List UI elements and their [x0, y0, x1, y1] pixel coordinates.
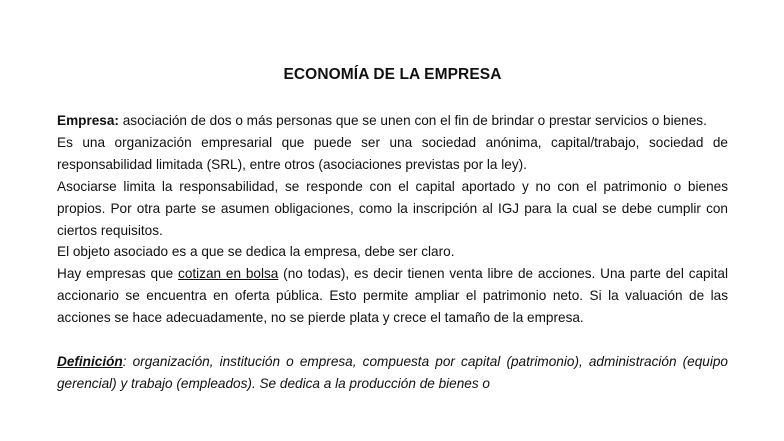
- paragraph-bolsa-before: Hay empresas que: [57, 266, 179, 282]
- link-cotizan-en-bolsa: cotizan en bolsa: [178, 266, 279, 282]
- document-body: [57, 110, 728, 395]
- paragraph-empresa-text: asociación de dos o más personas que se unen con el fin de brindar o prestar servicios o bienes.: [118, 113, 707, 128]
- term-definicion: Definición: [57, 353, 123, 369]
- paragraph-bolsa: [57, 263, 728, 329]
- document-title: ECONOMÍA DE LA EMPRESA: [283, 66, 502, 83]
- paragraph-responsabilidad: Asociarse limita la responsabilidad, se responde con el capital aportado y no con el patrimonio o bienes propios. Por otra parte se asumen obligaciones, como la inscripción al IGJ para la cual se debe cumplir con ciertos requisitos.: [57, 178, 728, 238]
- paragraph-bolsa-after: (no todas), es decir tienen venta libre de acciones. Una parte del capital accionario se encuentra en oferta pública. Esto permite ampliar el patrimonio neto. Si la valuación de las acciones se hace adecuadamente, no se pierde plata y crece el tamaño de la empresa.: [57, 266, 728, 326]
- term-empresa: Empresa:: [57, 113, 119, 128]
- paragraph-definicion: [57, 351, 728, 395]
- paragraph-objeto: El objeto asociado es a que se dedica la empresa, debe ser claro.: [57, 244, 455, 260]
- paragraph-empresa: [57, 110, 728, 132]
- paragraph-organizacion: Es una organización empresarial que puede ser una sociedad anónima, capital/trabajo, sociedad de responsabilidad limitada (SRL), entre otros (asociaciones previstas por la ley).: [57, 134, 728, 172]
- paragraph-definicion-text: : organización, institución o empresa, compuesta por capital (patrimonio), administración (equipo gerencial) y trabajo (empleados). Se dedica a la producción de bienes o: [57, 353, 728, 391]
